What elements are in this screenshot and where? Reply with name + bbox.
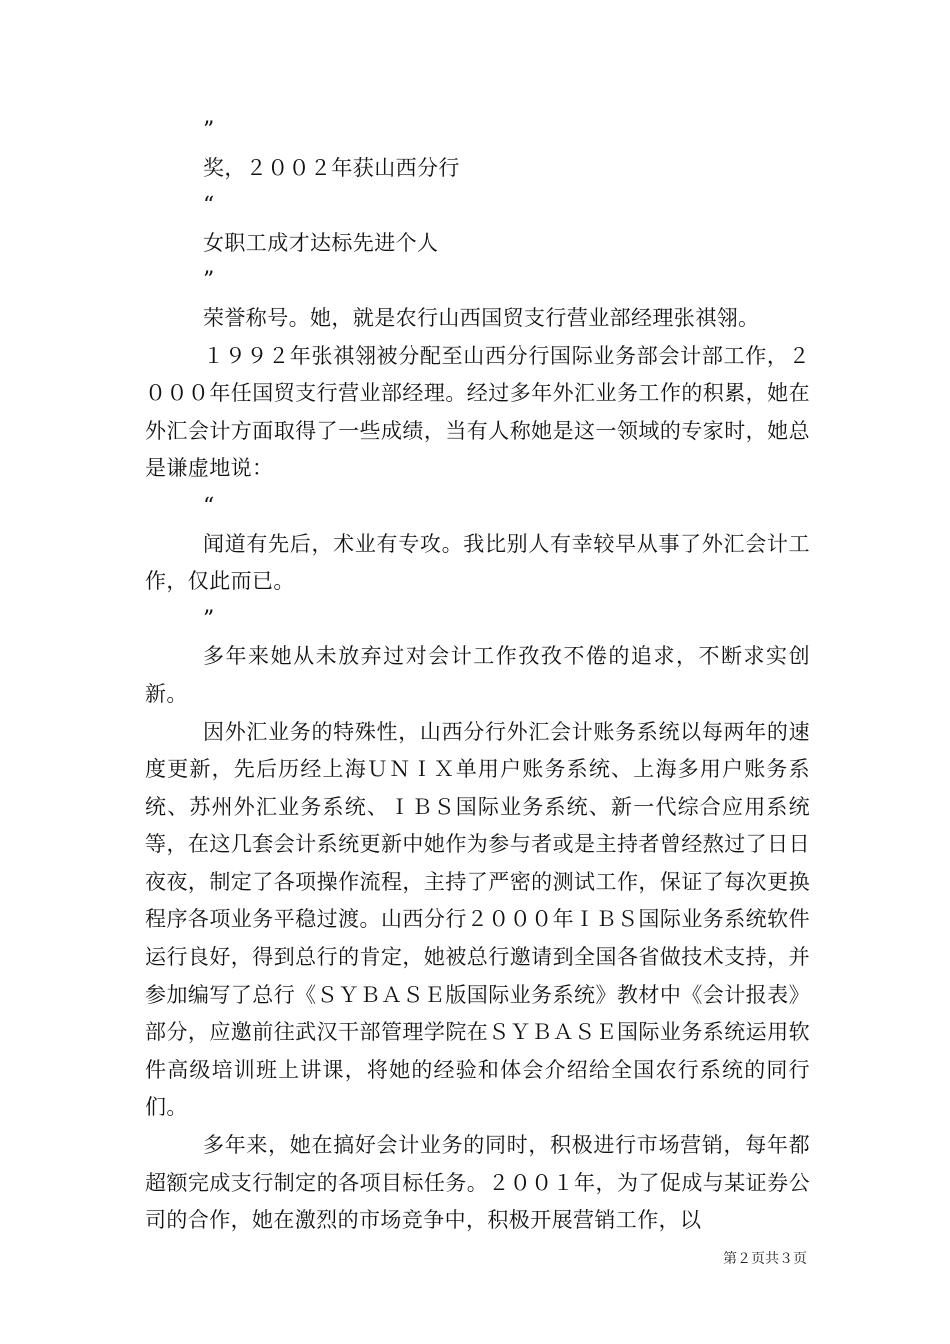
award-line: 奖，２００２年获山西分行 bbox=[203, 155, 460, 180]
paragraph-marketing: 多年来，她在搞好会计业务的同时，积极进行市场营销，每年都超额完成支行制定的各项目标任务。２００１年，为了促成与某证券公司的合作，她在激烈的市场竞争中，积极开展营销工作，以 bbox=[145, 1133, 810, 1233]
closing-quote-mark: ” bbox=[203, 606, 215, 632]
opening-quote-mark: “ bbox=[203, 193, 215, 219]
closing-quote-mark: ” bbox=[203, 268, 215, 294]
document-body bbox=[145, 112, 810, 1240]
page-number-footer: 第２页共３页 bbox=[723, 1251, 807, 1267]
paragraph-systems: 因外汇业务的特殊性，山西分行外汇会计账务系统以每两年的速度更新，先后历经上海ＵＮＩＸ单用户账务系统、上海多用户账务系统、苏州外汇业务系统、ＩＢＳ国际业务系统、新一代综合应用系统等，在这几套会计系统更新中她作为参与者或是主持者曾经熬过了日日夜夜，制定了各项操作流程，主持了严密的测试工作，保证了每次更换程序各项业务平稳过渡。山西分行２０００年ＩＢＳ国际业务系统软件运行良好，得到总行的肯定，她被总行邀请到全国各省做技术支持，并参加编写了总行《ＳＹＢＡＳＥ版国际业务系统》教材中《会计报表》部分，应邀前往武汉干部管理学院在ＳＹＢＡＳＥ国际业务系统运用软件高级培训班上讲课，将她的经验和体会介绍给全国农行系统的同行们。 bbox=[145, 719, 810, 1120]
honor-title-line: 荣誉称号。她，就是农行山西国贸支行营业部经理张祺翎。 bbox=[203, 305, 760, 330]
closing-quote-mark: ” bbox=[203, 118, 215, 143]
paragraph-pursuit: 多年来她从未放弃过对会计工作孜孜不倦的追求，不断求实创新。 bbox=[145, 644, 810, 706]
award-title-line: 女职工成才达标先进个人 bbox=[203, 230, 439, 255]
opening-quote-mark: “ bbox=[203, 493, 215, 519]
paragraph-quote: 闻道有先后，术业有专攻。我比别人有幸较早从事了外汇会计工作，仅此而已。 bbox=[145, 531, 810, 594]
paragraph-career: １９９２年张祺翎被分配至山西分行国际业务部会计部工作，２０００年任国贸支行营业部经理。经过多年外汇业务工作的积累，她在外汇会计方面取得了一些成绩，当有人称她是这一领域的专家时，她总是谦虚地说： bbox=[145, 343, 810, 481]
